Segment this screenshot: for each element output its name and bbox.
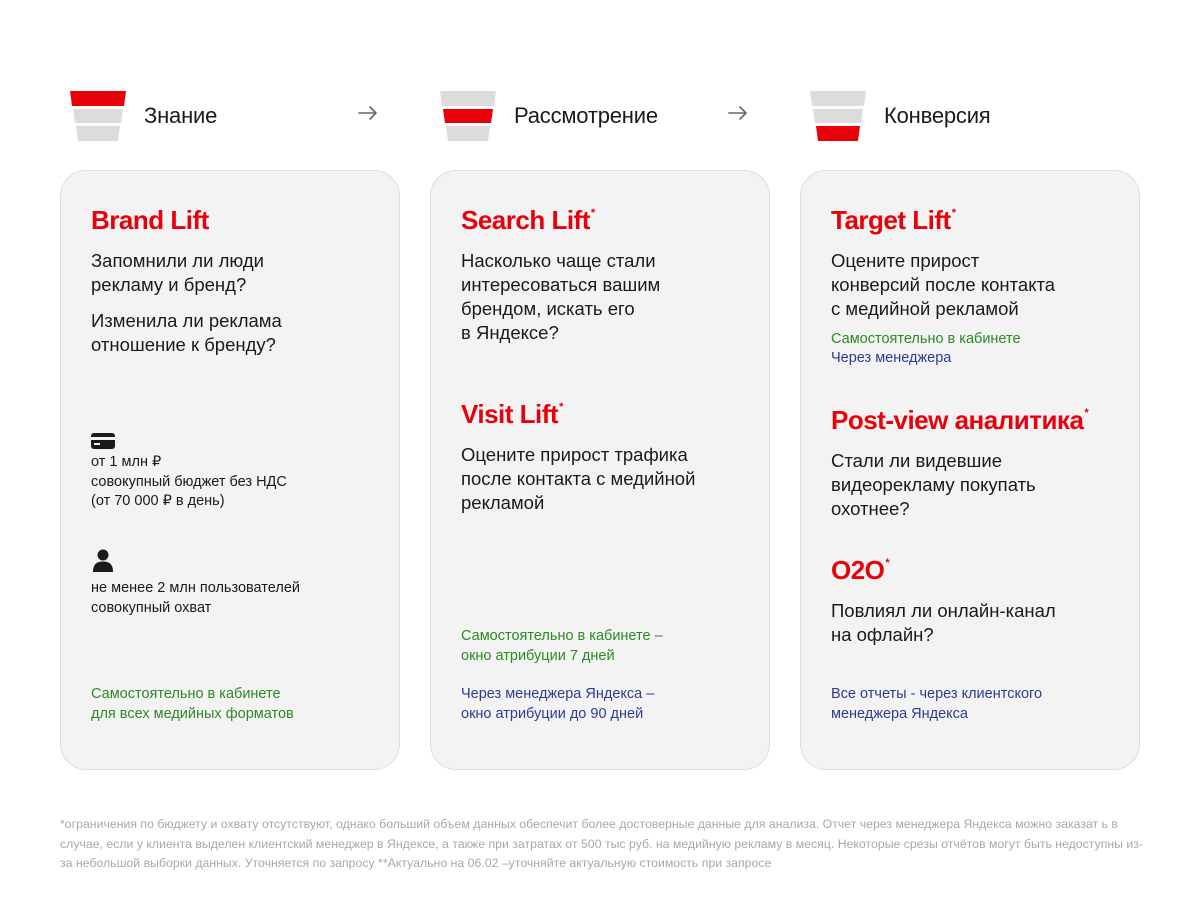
stage-conversion <box>810 88 991 144</box>
question-text: Оцените прирост трафика после контакта с медийной рекламой <box>461 444 696 513</box>
arrow-right-icon <box>356 101 380 125</box>
card-conversion <box>800 170 1140 770</box>
stage-consideration <box>440 88 658 144</box>
footnote: *ограничения по бюджету и охвату отсутствуют, однако больший объем данных обеспечит более достоверные данные для анализа. Отчет через менеджера Яндекса можно заказат ь в случае, если у клиента выделен клиентский менеджер в Яндексе, а также при затратах от 500 тыс руб. на медийную рекламу в месяц. Некоторые срезы отчётов могут быть недоступны из- за небольшой выборки данных. Уточняется по запросу **Актуально на 06.02 –уточняйте актуальную стоимость при запросе <box>60 817 1144 870</box>
card-search-visit-lift <box>430 170 770 770</box>
availability-note-self: Самостоятельно в кабинете <box>831 331 1021 347</box>
availability-note: Самостоятельно в кабинете для всех медийных форматов <box>91 686 294 722</box>
availability-note-manager: Через менеджера Яндекса – окно атрибуции до 90 дней <box>461 686 655 722</box>
availability-note-manager: Все отчеты - через клиентского менеджера Яндекса <box>831 686 1043 722</box>
user-icon <box>91 548 115 572</box>
question-text: Оцените прирост конверсий после контакта с медийной рекламой <box>831 250 1056 319</box>
question-text: Насколько чаще стали интересоваться вашим брендом, искать его в Яндексе? <box>461 250 661 343</box>
card-brand-lift <box>60 170 400 770</box>
arrow-right-icon <box>726 101 750 125</box>
stage-awareness <box>70 88 217 144</box>
metric-title-o2o: O2O* <box>831 555 890 585</box>
metric-title-brand-lift: Brand Lift <box>91 205 209 235</box>
metric-title-post-view: Post-view аналитика* <box>831 405 1089 435</box>
stage-title: Конверсия <box>884 103 991 128</box>
question-text: Изменила ли реклама отношение к бренду? <box>91 310 282 355</box>
stage-title: Знание <box>144 103 218 128</box>
availability-note-manager: Через менеджера <box>831 350 952 366</box>
availability-note-self: Самостоятельно в кабинете – окно атрибуции 7 дней <box>461 628 663 664</box>
metric-title-search-lift: Search Lift* <box>461 205 595 235</box>
metric-title-visit-lift: Visit Lift* <box>461 399 563 429</box>
reach-text: не менее 2 млн пользователей совокупный охват <box>91 580 300 616</box>
question-text: Повлиял ли онлайн-канал на офлайн? <box>831 600 1056 645</box>
budget-text: от 1 млн ₽ совокупный бюджет без НДС (от 70 000 ₽ в день) <box>91 454 287 509</box>
stage-title: Рассмотрение <box>514 103 658 128</box>
question-text: Стали ли видевшие видеорекламу покупать охотнее? <box>831 450 1036 519</box>
funnel-icon <box>440 91 496 141</box>
question-text: Запомнили ли люди рекламу и бренд? <box>91 250 264 295</box>
funnel-icon <box>810 91 866 141</box>
credit-card-icon <box>91 429 115 453</box>
funnel-icon <box>70 91 126 141</box>
metric-title-target-lift: Target Lift* <box>831 205 956 235</box>
